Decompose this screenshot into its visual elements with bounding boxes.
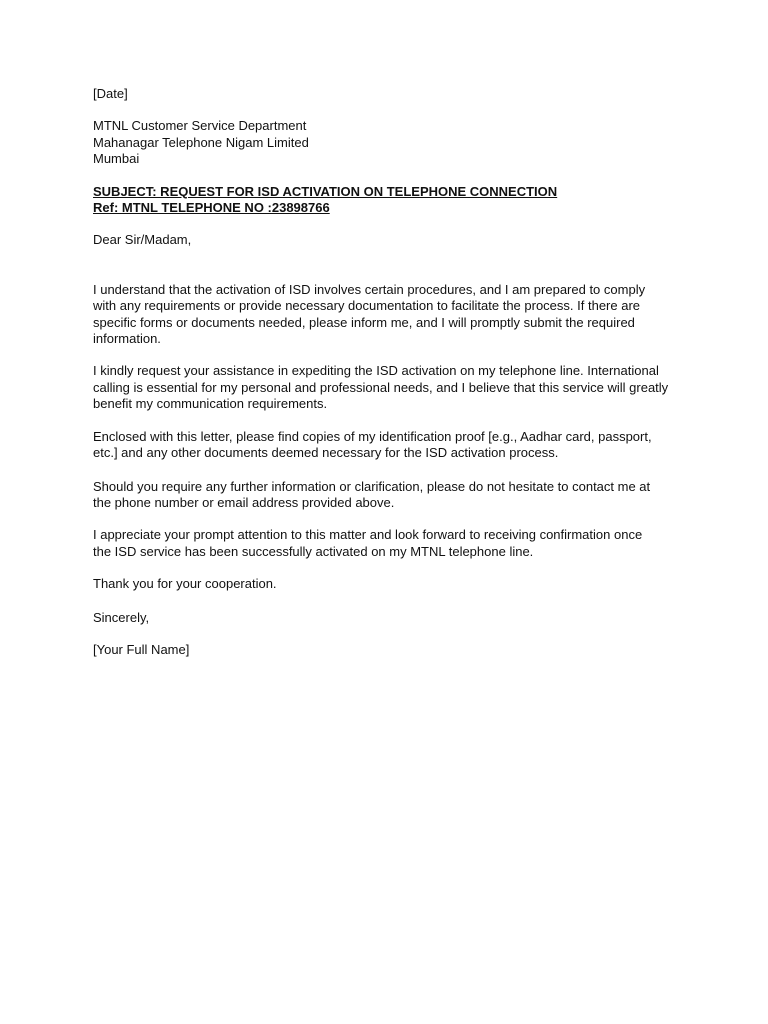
- reference-line: Ref: MTNL TELEPHONE NO :23898766: [93, 200, 330, 216]
- paragraph-line: Should you require any further information or clarification, please do not hesitate to contact me at: [93, 478, 651, 494]
- recipient-line: Mahanagar Telephone Nigam Limited: [93, 134, 309, 150]
- paragraph-line: information.: [93, 331, 161, 347]
- body-paragraph: [93, 527, 683, 560]
- paragraph-line: Thank you for your cooperation.: [93, 576, 277, 592]
- closing: Sincerely,: [93, 609, 150, 625]
- subject-block: [93, 184, 683, 217]
- salutation: Dear Sir/Madam,: [93, 232, 192, 248]
- body-paragraph: [93, 576, 683, 592]
- paragraph-line: calling is essential for my personal and professional needs, and I believe that this service will greatly: [93, 379, 669, 395]
- paragraph-line: etc.] and any other documents deemed necessary for the ISD activation process.: [93, 445, 559, 461]
- paragraph-line: the phone number or email address provided above.: [93, 494, 395, 510]
- paragraph-line: the ISD service has been successfully activated on my MTNL telephone line.: [93, 543, 534, 559]
- letter-page: [93, 86, 683, 658]
- paragraph-line: specific forms or documents needed, please inform me, and I will promptly submit the required: [93, 314, 635, 330]
- body-paragraph: [93, 479, 683, 512]
- paragraph-line: I appreciate your prompt attention to this matter and look forward to receiving confirmation once: [93, 527, 643, 543]
- paragraph-line: I understand that the activation of ISD involves certain procedures, and I am prepared to comply: [93, 281, 646, 297]
- paragraph-line: with any requirements or provide necessary documentation to facilitate the process. If there are: [93, 298, 641, 314]
- signature-name: [Your Full Name]: [93, 641, 190, 657]
- recipient-line: Mumbai: [93, 151, 140, 167]
- paragraph-line: Enclosed with this letter, please find copies of my identification proof [e.g., Aadhar card, passport,: [93, 428, 652, 444]
- paragraph-line: I kindly request your assistance in expediting the ISD activation on my telephone line. International: [93, 363, 659, 379]
- recipient-address: [93, 118, 683, 167]
- paragraph-line: benefit my communication requirements.: [93, 396, 328, 412]
- subject-line: SUBJECT: REQUEST FOR ISD ACTIVATION ON TELEPHONE CONNECTION: [93, 183, 558, 199]
- recipient-line: MTNL Customer Service Department: [93, 118, 307, 134]
- body-paragraph: [93, 429, 683, 462]
- letter-date: [Date]: [93, 86, 128, 101]
- body-paragraph: [93, 363, 683, 412]
- body-paragraph: [93, 282, 683, 348]
